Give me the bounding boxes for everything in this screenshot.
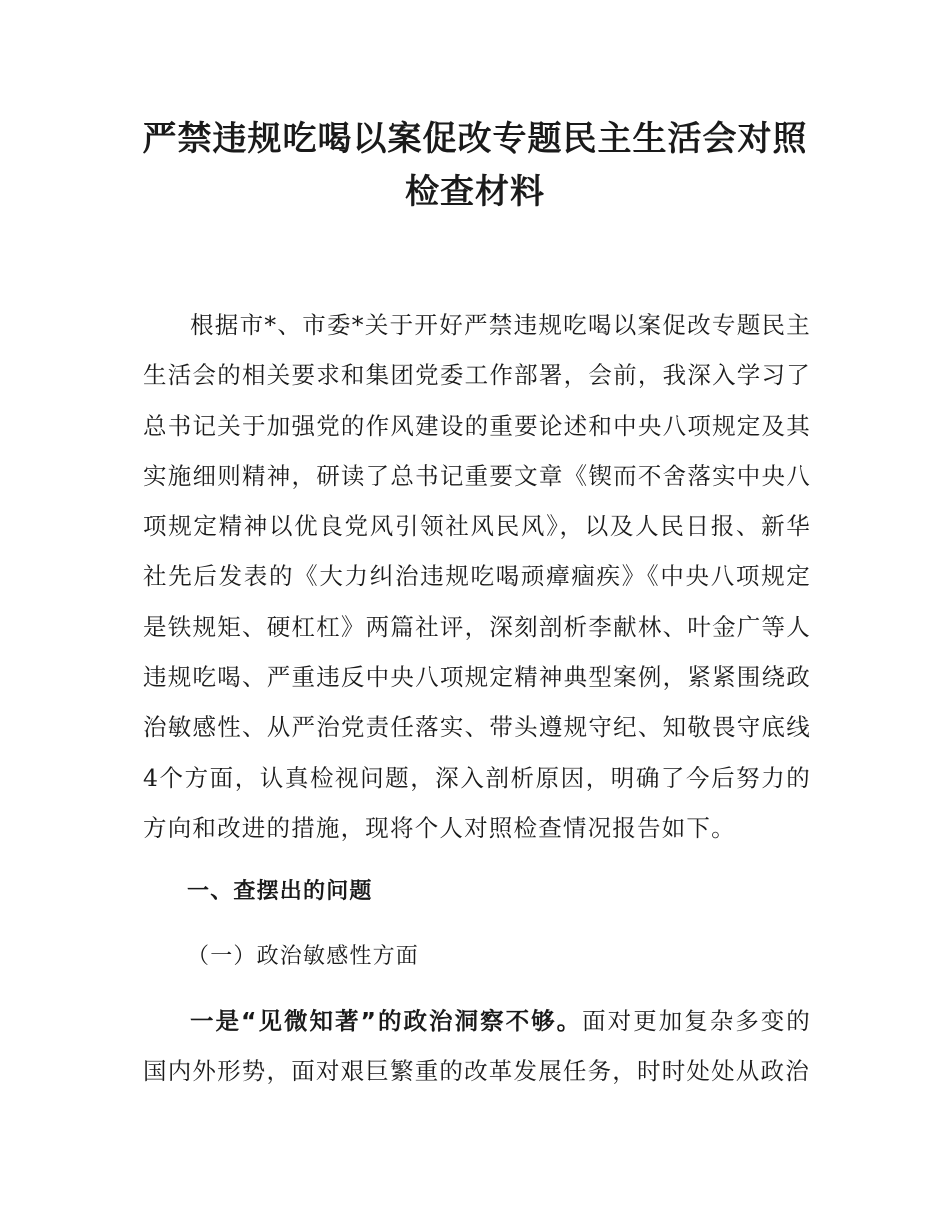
document-title [100, 113, 850, 219]
section-heading-problems: 一、查摆出的问题 [187, 879, 373, 905]
title-line-1: 严禁违规吃喝以案促改专题民主生活会对照 [142, 119, 808, 159]
document-body [143, 300, 811, 1096]
title-line-2: 检查材料 [405, 172, 545, 212]
subsection-heading-political: （一）政治敏感性方面 [187, 943, 420, 969]
point-1-text: 面对更加复杂多变的国内外形势，面对艰巨繁重的改革发展任务，时时处处从政治 [143, 1006, 811, 1086]
point-1-lead: 一是“见微知著”的政治洞察不够。 [190, 1006, 583, 1035]
point-paragraph-1 [143, 996, 811, 1097]
intro-paragraph: 根据市*、市委*关于开好严禁违规吃喝以案促改专题民主生活会的相关要求和集团党委工作部署，会前，我深入学习了总书记关于加强党的作风建设的重要论述和中央八项规定及其实施细则精神，研读了总书记重要文章《锲而不舍落实中央八项规定精神以优良党风引领社风民风》，以及人民日报、新华社先后发表的《大力纠治违规吃喝顽瘴痼疾》《中央八项规定是铁规矩、硬杠杠》两篇社评，深刻剖析李献林、叶金广等人违规吃喝、严重违反中央八项规定精神典型案例，紧紧围绕政治敏感性、从严治党责任落实、带头遵规守纪、知敬畏守底线4个方面，认真检视问题，深入剖析原因，明确了今后努力的方向和改进的措施，现将个人对照检查情况报告如下。 [143, 311, 811, 842]
